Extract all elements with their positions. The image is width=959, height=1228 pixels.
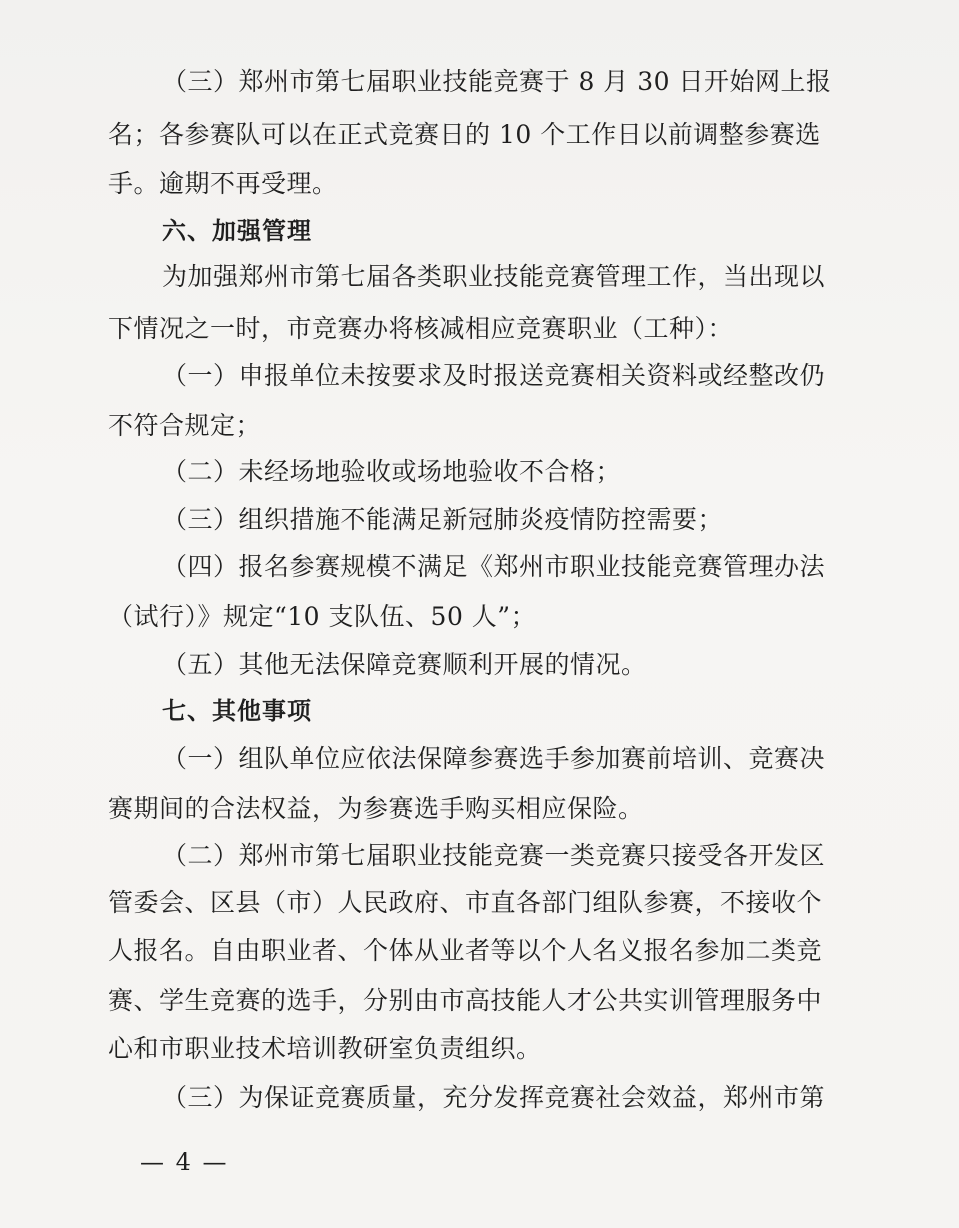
list-item-line: 赛期间的合法权益，为参赛选手购买相应保险。	[108, 794, 644, 823]
list-item-line: （二）郑州市第七届职业技能竞赛一类竞赛只接受各开发区	[162, 841, 826, 870]
list-item-line: 心和市职业技术培训教研室负责组织。	[108, 1034, 542, 1063]
list-item-line: （二）未经场地验收或场地验收不合格；	[162, 457, 622, 486]
list-item-line: （试行）》规定“10 支队伍、50 人”；	[108, 602, 537, 631]
list-item-line: （三）组织措施不能满足新冠肺炎疫情防控需要；	[162, 505, 724, 534]
paragraph-line: 名；各参赛队可以在正式竞赛日的 10 个工作日以前调整参赛选	[108, 120, 821, 149]
list-item-line: 不符合规定；	[108, 411, 262, 440]
section-heading: 七、其他事项	[162, 697, 312, 725]
list-item-line: 人报名。自由职业者、个体从业者等以个人名义报名参加二类竞	[108, 936, 823, 965]
paragraph-line: （三）郑州市第七届职业技能竞赛于 8 月 30 日开始网上报	[162, 67, 832, 96]
paragraph-line: 为加强郑州市第七届各类职业技能竞赛管理工作，当出现以	[162, 262, 826, 291]
list-item-line: （五）其他无法保障竞赛顺利开展的情况。	[162, 650, 647, 679]
page-number: — 4 —	[140, 1148, 229, 1176]
paragraph-line: 下情况之一时，市竞赛办将核减相应竞赛职业（工种）：	[108, 314, 734, 343]
list-item-line: 赛、学生竞赛的选手，分别由市高技能人才公共实训管理服务中	[108, 986, 823, 1015]
paragraph-line: 手。逾期不再受理。	[108, 169, 338, 198]
section-heading: 六、加强管理	[162, 217, 312, 245]
list-item-line: （一）申报单位未按要求及时报送竞赛相关资料或经整改仍	[162, 361, 826, 390]
list-item-line: （三）为保证竞赛质量，充分发挥竞赛社会效益，郑州市第	[162, 1083, 826, 1112]
list-item-line: （四）报名参赛规模不满足《郑州市职业技能竞赛管理办法	[162, 552, 826, 581]
list-item-line: 管委会、区县（市）人民政府、市直各部门组队参赛，不接收个	[108, 888, 823, 917]
list-item-line: （一）组队单位应依法保障参赛选手参加赛前培训、竞赛决	[162, 744, 826, 773]
